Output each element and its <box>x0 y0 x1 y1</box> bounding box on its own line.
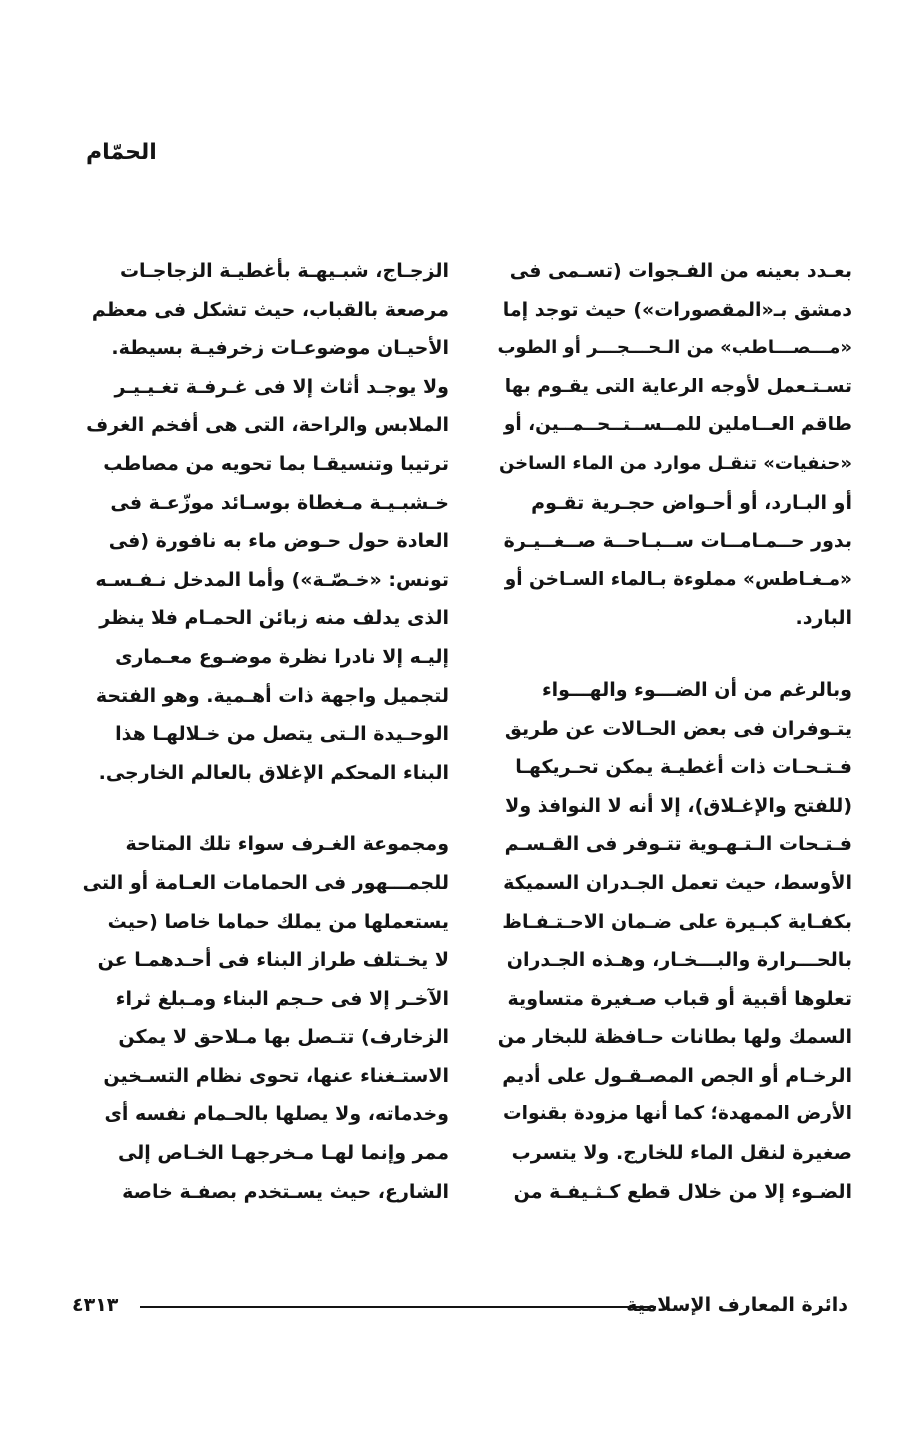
right-column <box>496 252 852 1211</box>
text-line: البارد. <box>795 607 852 630</box>
text-line: بالحـــرارة والبـــخـار، وهـذه الجـدران <box>506 949 852 972</box>
text-line: فـتـحات الـتـهـوية تتـوفر فى القـسـم <box>504 833 852 856</box>
encyclopedia-title: دائرة المعارف الإسلامية <box>626 1294 848 1316</box>
text-line: السمك ولها بطانات حـافظة للبخار من <box>497 1026 852 1049</box>
left-column-paragraph-1 <box>82 252 449 792</box>
text-line: ترتيبا وتنسيقـا بما تحويه من مصاطب <box>103 452 449 475</box>
text-line: أو البـارد، أو أحـواض حجـرية تقـوم <box>531 491 852 514</box>
text-line: الاستـغناء عنها، تحوى نظام التسـخين <box>103 1064 449 1087</box>
text-line: الضـوء إلا من خلال قطع كـثـيفـة من <box>513 1180 852 1203</box>
text-line: ومجموعة الغـرف سواء تلك المتاحة <box>125 833 449 856</box>
text-line: الرخـام أو الجص المصـقـول على أديم <box>502 1064 852 1087</box>
text-line: الملابس والراحة، التى هى أفخم الغرف <box>86 414 449 437</box>
text-line: ممر وإنما لهـا مـخرجهـا الخـاص إلى <box>117 1142 449 1165</box>
text-line: «حنفيات» تنقـل موارد من الماء الساخن <box>498 452 852 474</box>
text-line: وبالرغم من أن الضـــوء والهـــواء <box>541 678 852 701</box>
text-line: يستعملها من يملك حماما خاصا (حيث <box>107 910 449 933</box>
text-line: «مـغـاطس» مملوءة بـالماء السـاخن أو <box>504 568 852 590</box>
text-line: يتـوفران فى بعض الحـالات عن طريق <box>504 717 852 740</box>
text-line: «مـــصـــاطب» من الـحـــجـــر أو الطوب <box>497 337 852 359</box>
text-line: دمشق بـ«المقصورات») حيث توجد إما <box>502 298 852 321</box>
text-line: تونس: «خـصّـة») وأما المدخل نـفـسـه <box>95 568 449 591</box>
right-column-paragraph-2 <box>496 671 852 1211</box>
page-number: ٤٣١٣ <box>72 1294 119 1316</box>
left-column-paragraph-2 <box>82 825 449 1211</box>
right-column-paragraph-1 <box>496 252 852 638</box>
text-line: بكفـاية كبـيرة على ضـمان الاحـتـفـاظ <box>502 910 852 933</box>
left-column <box>82 252 449 1211</box>
text-line: لا يخـتلف طراز البناء فى أحـدهمـا عن <box>97 949 449 972</box>
text-line: الأرض الممهدة؛ كما أنها مزودة بقنوات <box>503 1103 852 1125</box>
running-header-title: الحمّام <box>86 140 157 165</box>
text-line: لتجميل واجهة ذات أهـمية. وهو الفتحة <box>95 684 449 707</box>
text-line: تسـتـعمل لأوجه الرعاية التى يقـوم بها <box>504 375 852 397</box>
text-line: وخدماته، ولا يصلها بالحـمام نفسه أى <box>104 1103 449 1126</box>
text-line: البناء المحكم الإغلاق بالعالم الخارجى. <box>98 761 449 784</box>
text-line: فـتـحـات ذات أغطيـة يمكن تحـريكهـا <box>515 756 852 779</box>
text-line: الأوسط، حيث تعمل الجـدران السميكة <box>503 871 852 894</box>
text-line: بدور حــمـامــات ســبـاحــة صــغــيـرة <box>503 530 852 553</box>
text-line: (للفتح والإغـلاق)، إلا أنه لا النوافذ ولا <box>505 794 852 817</box>
text-line: صغيرة لنقل الماء للخارج. ولا يتسرب <box>511 1142 852 1165</box>
text-line: ولا يوجـد أثاث إلا فى غـرفـة تغـيـيـر <box>114 375 449 398</box>
text-line: الشارع، حيث يسـتخدم بصفـة خاصة <box>122 1180 449 1203</box>
text-line: إليـه إلا نادرا نظرة موضـوع معـمارى <box>115 645 449 668</box>
text-line: للجمـــهور فى الحمامات العـامة أو التى <box>82 871 449 894</box>
paragraph-gap <box>496 638 852 671</box>
text-line: الآخـر إلا فى حـجم البناء ومـبلغ ثراء <box>115 987 449 1010</box>
text-line: مرصعة بالقباب، حيث تشكل فى معظم <box>91 298 449 321</box>
text-line: الأحيـان موضوعـات زخرفيـة بسيطة. <box>111 337 449 360</box>
paragraph-gap <box>82 792 449 825</box>
text-line: بعـدد بعينه من الفـجوات (تسـمى فى <box>509 260 852 282</box>
page-footer <box>72 1290 848 1320</box>
text-line: خـشبـيـة مـغطاة بوسـائد موزّعـة فى <box>110 491 449 514</box>
footer-divider <box>140 1306 656 1308</box>
text-line: الزجـاج، شبـيهـة بأغطيـة الزجاجـات <box>119 260 449 282</box>
text-line: الوحـيدة الـتى يتصل من خـلالهـا هذا <box>115 723 449 746</box>
text-line: الزخارف) تتـصل بها مـلاحق لا يمكن <box>118 1026 449 1049</box>
text-line: تعلوها أقبية أو قباب صـغيرة متساوية <box>507 987 852 1010</box>
text-line: طاقم العــاملين للمــســتــحــمــين، أو <box>503 414 852 436</box>
text-line: الذى يدلف منه زبائن الحمـام فلا ينظر <box>99 607 449 630</box>
text-line: العادة حول حـوض ماء به نافورة (فى <box>108 530 449 553</box>
